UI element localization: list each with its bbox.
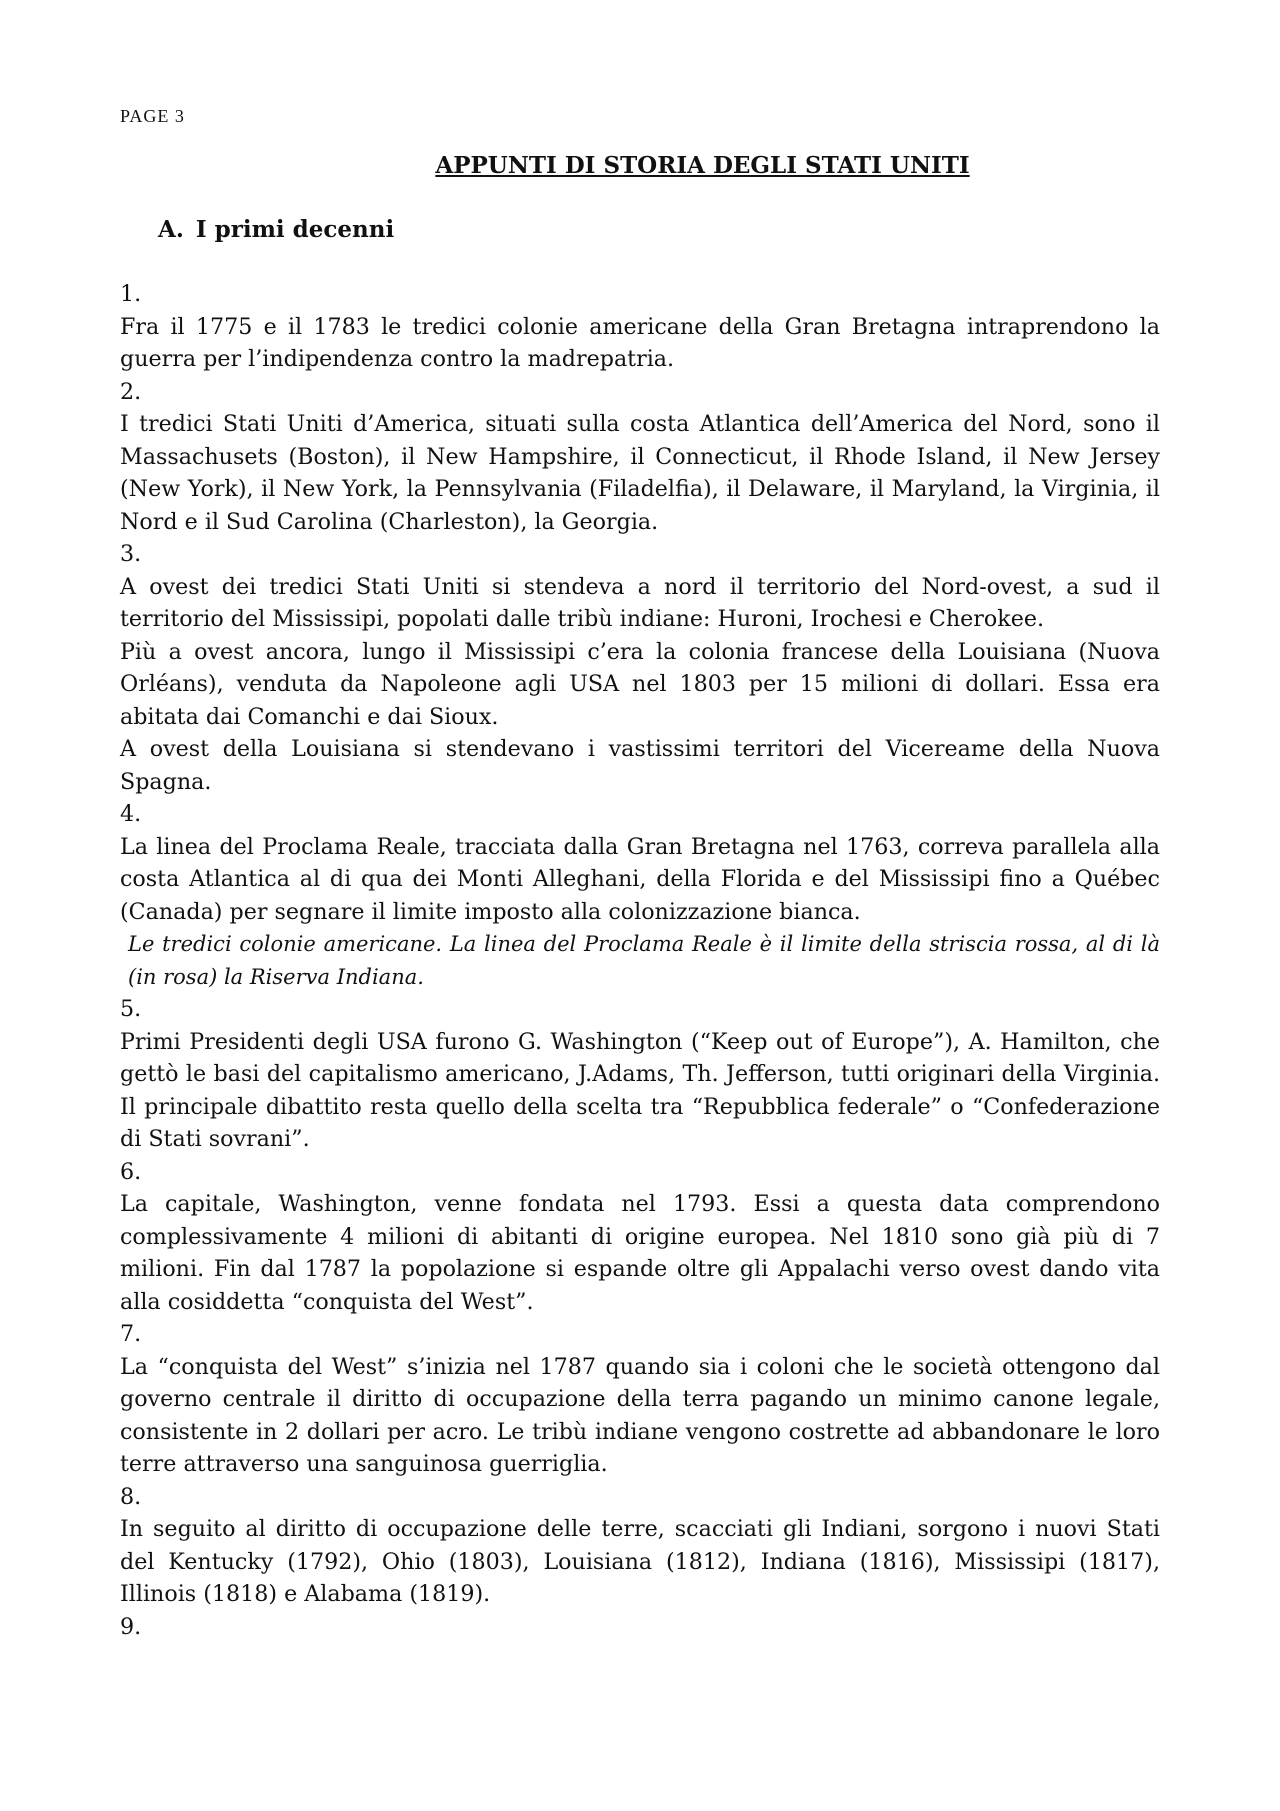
page-label: PAGE 3 (120, 106, 185, 126)
paragraph: Primi Presidenti degli USA furono G. Washington (“Keep out of Europe”), A. Hamilton, che gettò le basi del capitalismo americano, J.Adams, Th. Jefferson, tutti originari della Virginia. Il principale dibattito resta quello della scelta tra “Repubblica federale” o “Confederazione di Stati sovrani”. (120, 1028, 1160, 1152)
paragraph: Fra il 1775 e il 1783 le tredici colonie americane della Gran Bretagna intraprendono la guerra per l’indipendenza contro la madrepatria. (120, 313, 1160, 372)
paragraph-number: 1. (120, 281, 142, 307)
paragraph-number: 8. (120, 1483, 142, 1510)
paragraph: In seguito al diritto di occupazione delle terre, scacciati gli Indiani, sorgono i nuovi Stati del Kentucky (1792), Ohio (1803), Louisiana (1812), Indiana (1816), Mississipi (1817), Illinois (1818) e Alabama (1819). (120, 1516, 1160, 1607)
paragraph: La capitale, Washington, venne fondata nel 1793. Essi a questa data comprendono complessivamente 4 milioni di abitanti di origine europea. Nel 1810 sono già più di 7 milioni. Fin dal 1787 la popolazione si espande oltre gli Appalachi verso ovest dando vita alla cosiddetta “conquista del West”. (120, 1191, 1160, 1315)
paragraph-number: 3. (120, 541, 142, 567)
body-text (120, 278, 1160, 1643)
document-title: APPUNTI DI STORIA DEGLI STATI UNITI (435, 152, 970, 179)
section-heading-text: I primi decenni (195, 216, 395, 243)
paragraph-number: 4. (120, 801, 142, 827)
paragraph: La linea del Proclama Reale, tracciata dalla Gran Bretagna nel 1763, correva parallela alla costa Atlantica al di qua dei Monti Alleghani, della Florida e del Mississipi fino a Québec (Canada) per segnare il limite imposto alla colonizzazione bianca. (120, 833, 1160, 925)
paragraph-number: 2. (120, 378, 142, 405)
paragraph-number: 6. (120, 1158, 142, 1185)
paragraph: La “conquista del West” s’inizia nel 1787 quando sia i coloni che le società ottengono dal governo centrale il diritto di occupazione della terra pagando un minimo canone legale, consistente in 2 dollari per acro. Le tribù indiane vengono costrette ad abbandonare le loro terre attraverso una sanguinosa guerriglia. (120, 1353, 1160, 1477)
paragraph: Più a ovest ancora, lungo il Mississipi c’era la colonia francese della Louisiana (Nuova Orléans), venduta da Napoleone agli USA nel 1803 per 15 milioni di dollari. Essa era abitata dai Comanchi e dai Sioux. (120, 638, 1160, 730)
paragraph: I tredici Stati Uniti d’America, situati sulla costa Atlantica dell’America del Nord, sono il Massachusets (Boston), il New Hampshire, il Connecticut, il Rhode Island, il New Jersey (New York), il New York, la Pennsylvania (Filadelfia), il Delaware, il Maryland, la Virginia, il Nord e il Sud Carolina (Charleston), la Georgia. (120, 411, 1160, 535)
section-letter: A. (158, 216, 184, 243)
paragraph: A ovest della Louisiana si stendevano i vastissimi territori del Vicereame della Nuova Spagna. (120, 736, 1160, 795)
section-heading (158, 216, 394, 243)
paragraph: A ovest dei tredici Stati Uniti si stendeva a nord il territorio del Nord-ovest, a sud il territorio del Mississipi, popolati dalle tribù indiane: Huroni, Irochesi e Cherokee. (120, 573, 1160, 632)
figure-caption: Le tredici colonie americane. La linea del Proclama Reale è il limite della striscia rossa, al di là (in rosa) la Riserva Indiana. (128, 932, 1160, 989)
paragraph-number: 5. (120, 996, 142, 1022)
paragraph-number: 9. (120, 1613, 142, 1640)
paragraph-number: 7. (120, 1321, 142, 1347)
